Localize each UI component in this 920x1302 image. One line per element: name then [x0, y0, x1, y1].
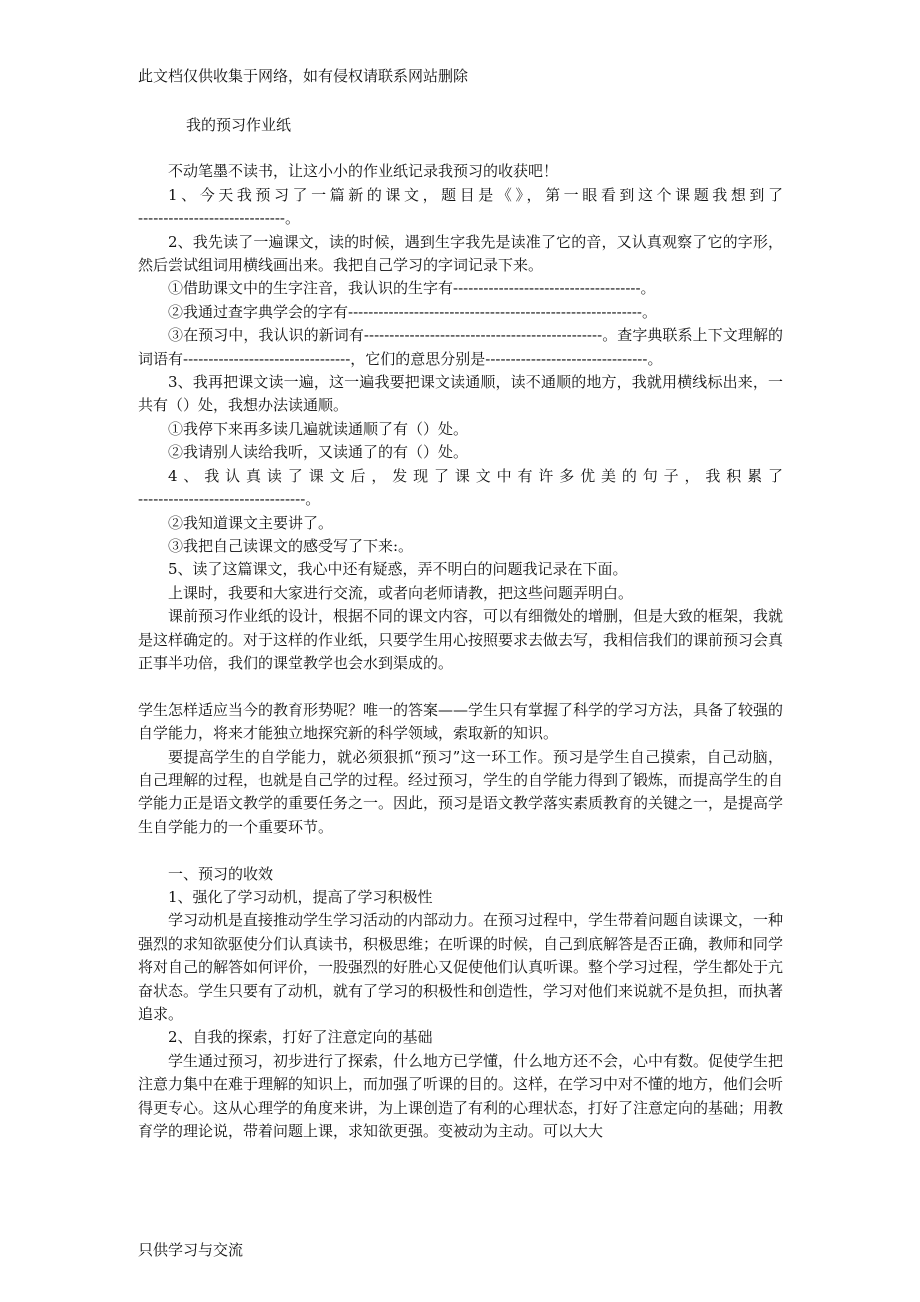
- question-3-item-1: ①我停下来再多读几遍就读通顺了有（）处。: [168, 419, 469, 438]
- question-1: 1、今天我预习了一篇新的课文，题目是《》，第一眼看到这个课题我想到了: [168, 185, 783, 204]
- paragraph-gap: [138, 675, 783, 698]
- question-2-item-2: ②我通过查字典学会的字有----------------------------------------------------------。: [168, 302, 657, 321]
- subheading-2: 2、自我的探索，打好了注意定向的基础: [168, 1028, 433, 1047]
- question-4-blank: ---------------------------------。: [138, 490, 321, 509]
- question-4-item-3: ③我把自己读课文的感受写了下来:。: [168, 536, 414, 555]
- essay-paragraph-2: 要提高学生的自学能力，就必须狠抓“预习”这一环工作。预习是学生自己摸索，自己动脑，自己理解的过程，也就是自己学的过程。经过预习，学生的自学能力得到了锻炼，而提高学生的自学能力正是语文教学的重要任务之一。因此，预习是语文教学落实素质教育的关键之一，是提高学生自学能力的一个重要环节。: [138, 747, 784, 836]
- header-note: 此文档仅供收集于网络，如有侵权请联系网站删除: [138, 67, 469, 85]
- question-4: 4、我认真读了课文后，发现了课文中有许多优美的句子，我积累了: [168, 466, 783, 485]
- paragraph-gap: [138, 839, 783, 862]
- question-3-item-2: ②我请别人读给我听，又读通了的有（）处。: [168, 443, 469, 462]
- essay-paragraph-1: 学生怎样适应当今的教育形势呢？唯一的答案——学生只有掌握了科学的学习方法，具备了较强的自学能力，将来才能独立地探究新的科学领域，索取新的知识。: [138, 700, 784, 743]
- doc-title: 我的预习作业纸: [186, 116, 292, 134]
- question-3: 3、我再把课文读一遍，这一遍我要把课文读通顺，读不通顺的地方，我就用横线标出来，一共有（）处，我想办法读通顺。: [138, 373, 783, 415]
- class-note: 上课时，我要和大家进行交流，或者向老师请教，把这些问题弄明白。: [168, 583, 634, 602]
- subheading-1: 1、强化了学习动机，提高了学习积极性: [168, 887, 433, 906]
- subheading-2-text: 学生通过预习，初步进行了探索，什么地方已学懂，什么地方还不会，心中有数。促使学生把注意力集中在难于理解的知识上，而加强了听课的目的。这样，在学习中对不懂的地方，他们会听得更专心。这从心理学的角度来讲，为上课创造了有利的心理状态，打好了注意定向的基础；用教育学的理论说，带着问题上课，求知欲更强。变被动为主动。可以大大: [138, 1051, 784, 1141]
- design-note: 课前预习作业纸的设计，根据不同的课文内容，可以有细微处的增删，但是大致的框架，我就是这样确定的。对于这样的作业纸，只要学生用心按照要求去做去写，我相信我们的课前预习会真正事半功倍，我们的课堂教学也会水到渠成的。: [138, 607, 784, 672]
- document-body: [138, 114, 783, 1143]
- question-2-item-3: ③在预习中，我认识的新词有-----------------------------------------------。查字典联系上下文理解的词语有---------------------------------，它们的意思分别是--------------------------------。: [138, 326, 783, 368]
- question-1-blank: -----------------------------。: [138, 209, 300, 228]
- section-heading-1: 一、预习的收效: [168, 864, 274, 883]
- question-2: 2、我先读了一遍课文，读的时候，遇到生字我先是读准了它的音，又认真观察了它的字形，然后尝试组词用横线画出来。我把自己学习的字词记录下来。: [138, 232, 783, 275]
- subheading-1-text: 学习动机是直接推动学生学习活动的内部动力。在预习过程中，学生带着问题自读课文，一种强烈的求知欲驱使分们认真读书，积极思维；在听课的时候，自己到底解答是否正确，教师和同学将对自己的解答如何评价，一股强烈的好胜心又促使他们认真听课。整个学习过程，学生都处于亢奋状态。学生只要有了动机，就有了学习的积极性和创造性，学习对他们来说就不是负担，而执著追求。: [138, 911, 784, 1023]
- question-4-item-2: ②我知道课文主要讲了。: [168, 513, 334, 532]
- question-2-item-1: ①借助课文中的生字注音，我认识的生字有-------------------------------------。: [168, 279, 656, 298]
- footer-note: 只供学习与交流: [138, 1241, 244, 1259]
- intro-paragraph: 不动笔墨不读书，让这小小的作业纸记录我预习的收获吧！: [168, 162, 559, 181]
- question-5: 5、读了这篇课文，我心中还有疑惑，弄不明白的问题我记录在下面。: [168, 560, 628, 579]
